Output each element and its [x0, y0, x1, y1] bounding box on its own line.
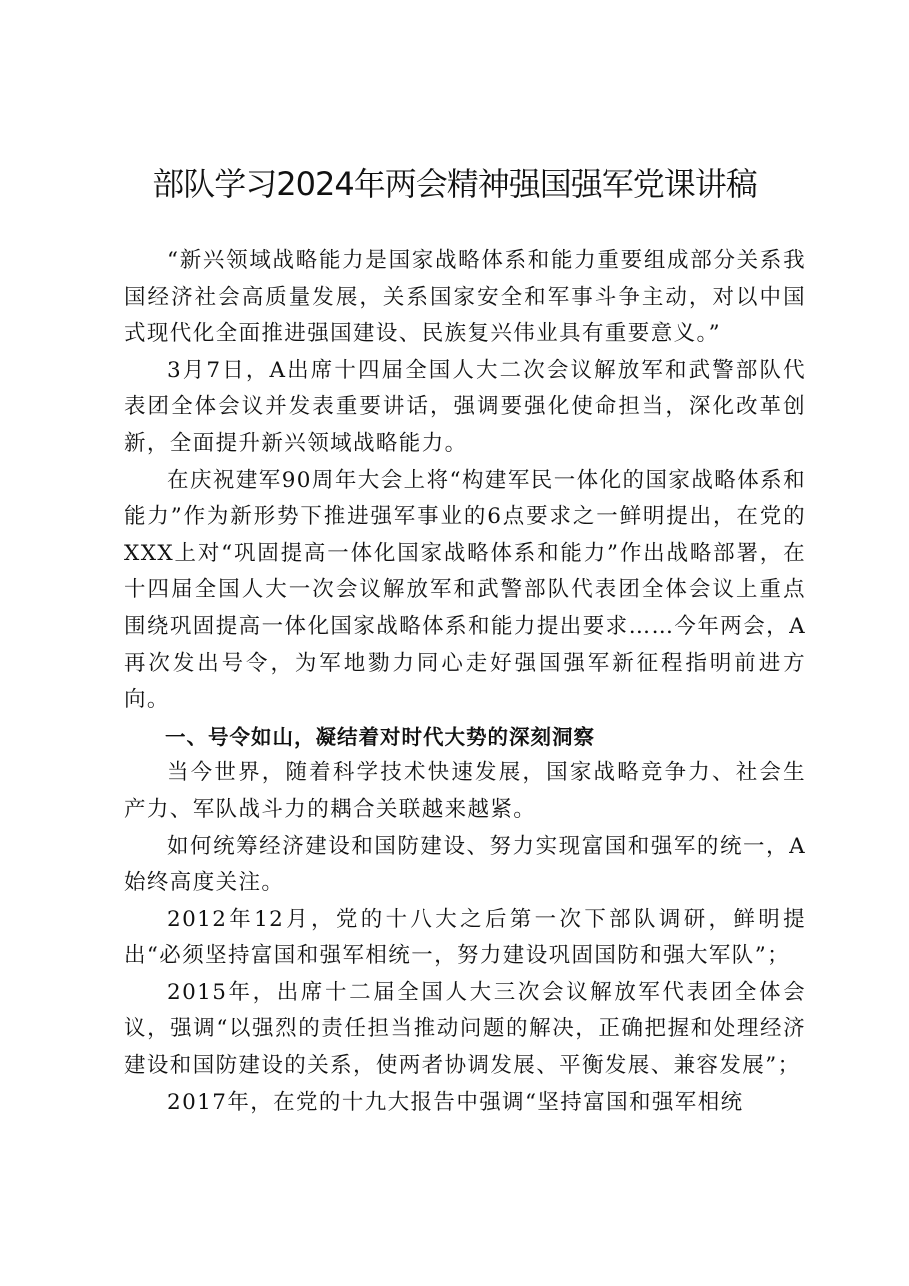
section-heading: 一、号令如山，凝结着对时代大势的深刻洞察 [165, 724, 595, 749]
paragraph: 在庆祝建军90周年大会上将“构建军民一体化的国家战略体系和能力”作为新形势下推进强军事业的6点要求之一鲜明提出，在党的XXX上对“巩固提高一体化国家战略体系和能力”作出战略部署，在十四届全国人大一次会议解放军和武警部队代表团全体会议上重点围绕巩固提高一体化国家战略体系和能力提出要求……今年两会，A再次发出号令，为军地勠力同心走好强国强军新征程指明前进方向。 [124, 467, 806, 713]
paragraph: 3月7日，A出席十四届全国人大二次会议解放军和武警部队代表团全体会议并发表重要讲话，强调要强化使命担当，深化改革创新，全面提升新兴领域战略能力。 [124, 357, 806, 456]
paragraph: 2012年12月，党的十八大之后第一次下部队调研，鲜明提出“必须坚持富国和强军相统一，努力建设巩固国防和强大军队”； [124, 906, 806, 969]
document-title: 部队学习2024年两会精神强国强军党课讲稿 [152, 165, 757, 203]
paragraph: 2017年，在党的十九大报告中强调“坚持富国和强军相统 [167, 1089, 744, 1115]
paragraph: 当今世界，随着科学技术快速发展，国家战略竞争力、社会生产力、军队战斗力的耦合关联越来越紧。 [124, 760, 806, 822]
paragraph: 如何统筹经济建设和国防建设、努力实现富国和强军的统一，A始终高度关注。 [124, 833, 806, 896]
paragraph: 2015年，出席十二届全国人大三次会议解放军代表团全体会议，强调“以强烈的责任担当推动问题的解决，正确把握和处理经济建设和国防建设的关系，使两者协调发展、平衡发展、兼容发展”； [124, 979, 806, 1079]
paragraph-quote: “新兴领域战略能力是国家战略体系和能力重要组成部分关系我国经济社会高质量发展，关系国家安全和军事斗争主动，对以中国式现代化全面推进强国建设、民族复兴伟业具有重要意义。” [124, 248, 806, 347]
document-body [124, 243, 806, 1121]
